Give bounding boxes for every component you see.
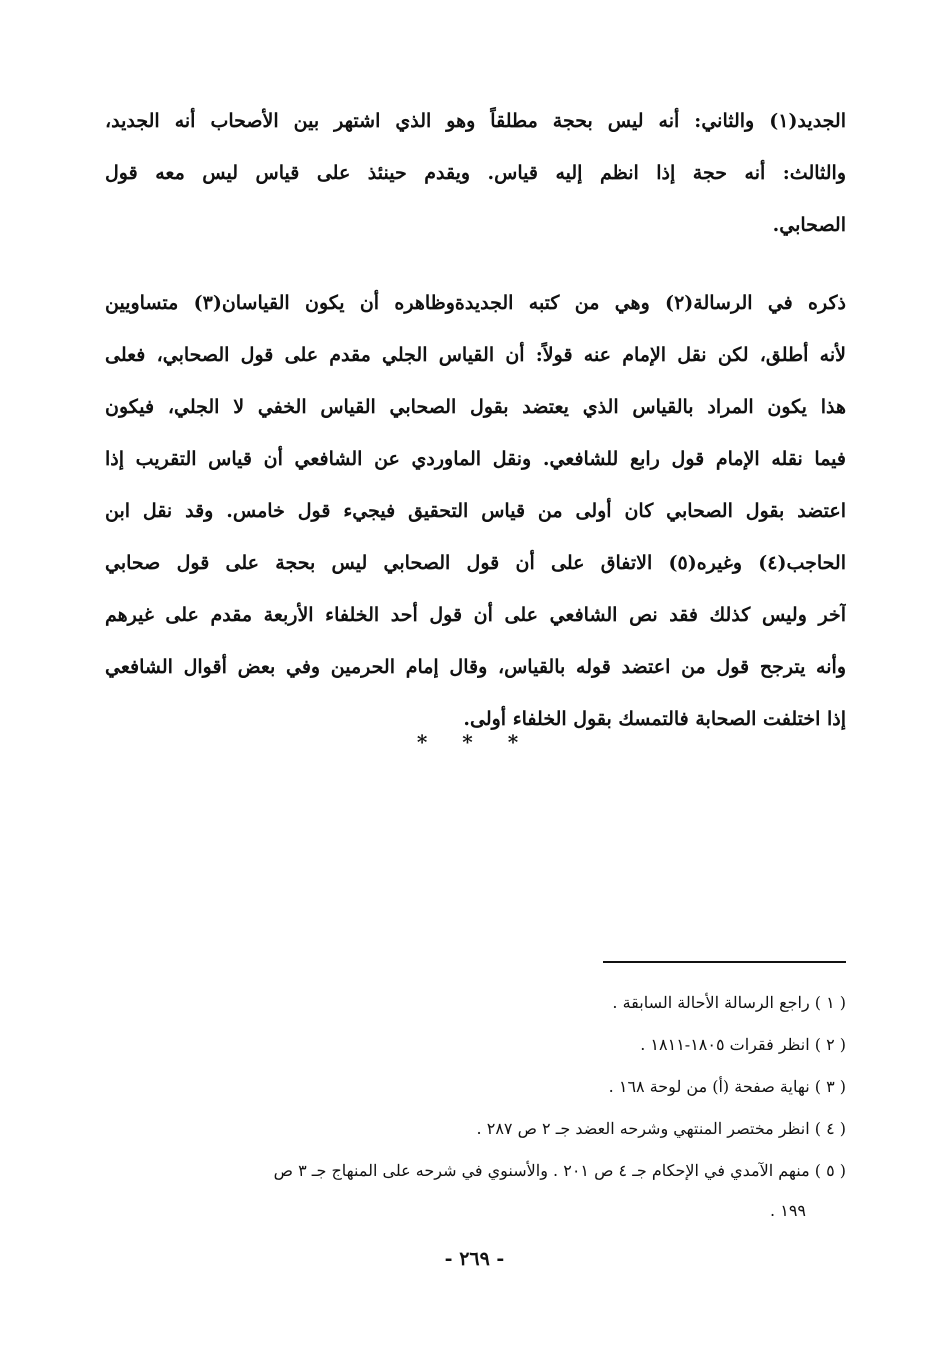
text-line: الجديد(١) والثاني: أنه ليس بحجة مطلقاً وهو الذي اشتهر بين الأصحاب أنه الجديد،	[105, 110, 846, 132]
text-line: آخر وليس كذلك فقد نص الشافعي على أن قول أحد الخلفاء الأربعة مقدم على غيرهم	[105, 604, 846, 626]
paragraph-2	[105, 277, 846, 745]
footnote-divider	[603, 961, 846, 963]
footnote-5-continuation: ١٩٩ .	[770, 1201, 806, 1220]
paragraph-gap	[105, 251, 846, 277]
text-line: لأنه أطلق، لكن نقل الإمام عنه قولاً: أن القياس الجلي مقدم على قول الصحابي، فعلى	[105, 344, 846, 366]
text-line: ذكره في الرسالة(٢) وهي من كتبه الجديدةوظاهره أن يكون القياسان(٣) متساويين	[105, 292, 846, 314]
text-line: إذا اختلفت الصحابة فالتمسك بقول الخلفاء أولى.	[463, 708, 846, 730]
footnote-1: ( ١ ) راجع الرسالة الأحالة السابقة .	[612, 993, 846, 1012]
footnote-5: ( ٥ ) منهم الآمدي في الإحكام جـ ٤ ص ٢٠١ . والأسنوي في شرحه على المنهاج جـ ٣ ص	[273, 1161, 846, 1180]
text-line: والثالث: أنه حجة إذا انظم إليه قياس. ويقدم حينئذ على قياس ليس معه قول	[105, 162, 846, 184]
footnote-3: ( ٣ ) نهاية صفحة (أ) من لوحة ١٦٨ .	[608, 1077, 846, 1096]
text-line: اعتضد بقول الصحابي كان أولى من قياس التحقيق فيجيء قول خامس. وقد نقل ابن	[105, 500, 846, 522]
text-line: هذا يكون المراد بالقياس الذي يعتضد بقول الصحابي القياس الخفي لا الجلي، فيكون	[105, 396, 846, 418]
paragraph-1	[105, 95, 846, 251]
footnote-2: ( ٢ ) انظر فقرات ١٨٠٥-١٨١١ .	[640, 1035, 846, 1054]
page-number: - ٢٦٩ -	[444, 1248, 505, 1270]
text-line: الحاجب(٤) وغيره(٥) الاتفاق على أن قول الصحابي ليس بحجة على قول صحابي	[105, 552, 846, 574]
footnotes	[105, 982, 846, 1230]
footnote-4: ( ٤ ) انظر مختصر المنتهي وشرحه العضد جـ ٢ ص ٢٨٧ .	[476, 1119, 846, 1138]
section-separator: * * *	[416, 730, 533, 754]
text-line: وأنه يترجح قول من اعتضد قوله بالقياس، وقال إمام الحرمين وفي بعض أقوال الشافعي	[105, 656, 846, 678]
main-text	[105, 95, 846, 745]
text-line: فيما نقله الإمام قول رابع للشافعي. ونقل الماوردي عن الشافعي أن قياس التقريب إذا	[105, 448, 846, 470]
text-line: الصحابي.	[772, 214, 846, 236]
